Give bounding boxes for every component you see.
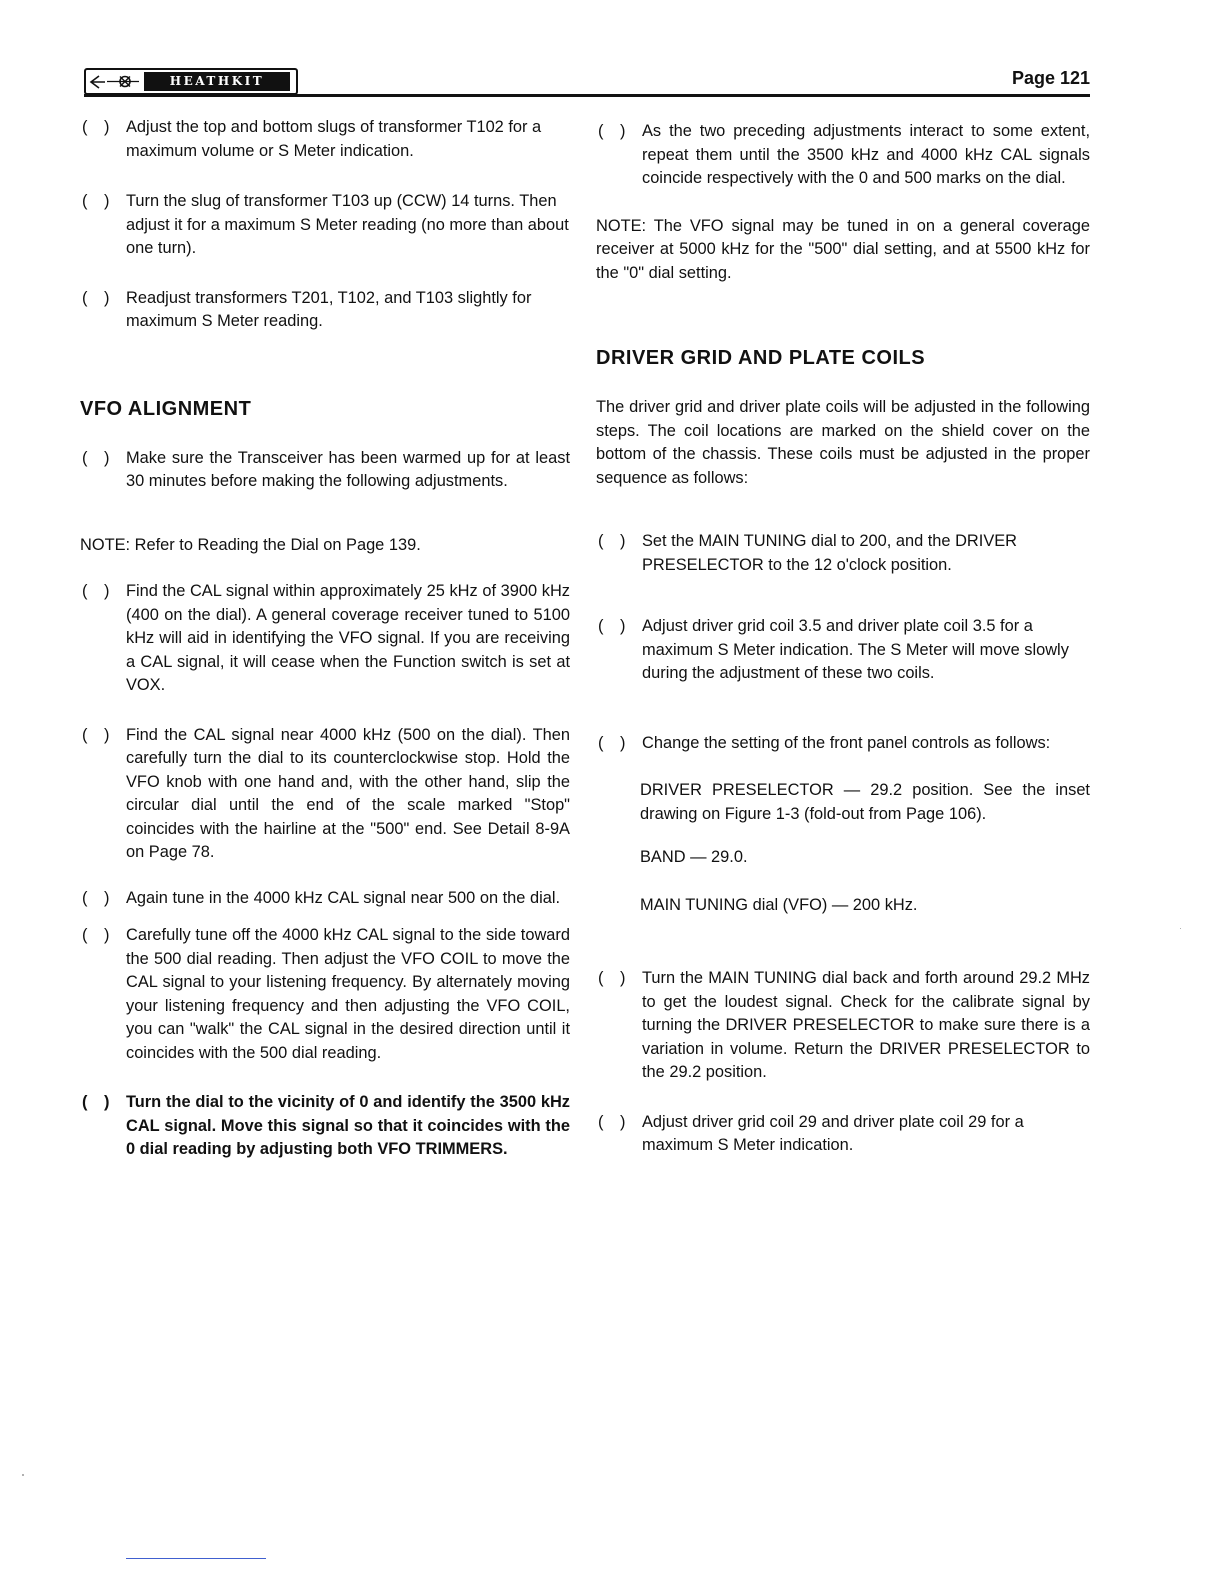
scan-speck <box>22 1474 24 1476</box>
checkbox[interactable]: ( ) <box>598 969 632 987</box>
checklist-step <box>80 924 570 1065</box>
left-column <box>80 112 570 1162</box>
checklist-step <box>596 732 1090 756</box>
footer-line <box>126 1558 266 1559</box>
emblem-icon <box>89 72 141 91</box>
step-text: Carefully tune off the 4000 kHz CAL signal to the side toward the 500 dial reading. Then adjust the VFO COIL to move the CAL signal to your listening frequency. By alternately moving your listening frequency and then adjusting the VFO COIL, you can "walk" the CAL signal in the desired direction until it coincides with the 500 dial reading. <box>126 926 570 1062</box>
checkbox[interactable]: ( ) <box>82 725 116 744</box>
checklist-step <box>596 967 1090 1085</box>
checklist-step <box>80 887 570 911</box>
step-text: Change the setting of the front panel controls as follows: <box>642 733 1051 752</box>
page-number: Page 121 <box>1011 68 1090 88</box>
step-text: Set the MAIN TUNING dial to 200, and the DRIVER PRESELECTOR to the 12 o'clock position. <box>642 532 1018 574</box>
note-text: NOTE: Refer to Reading the Dial on Page 139. <box>80 535 421 554</box>
step-text: Adjust the top and bottom slugs of transformer T102 for a maximum volume or S Meter indication. <box>126 118 542 160</box>
checkbox[interactable]: ( ) <box>82 926 116 944</box>
checklist-step <box>80 724 570 865</box>
checkbox[interactable]: ( ) <box>598 617 632 635</box>
checklist-step <box>80 447 570 494</box>
step-text: Again tune in the 4000 kHz CAL signal near 500 on the dial. <box>126 888 561 907</box>
step-text: Adjust driver grid coil 3.5 and driver plate coil 3.5 for a maximum S Meter indication. The S Meter will move slowly during the adjustment of these two coils. <box>642 617 1069 682</box>
intro-paragraph: The driver grid and driver plate coils will be adjusted in the following steps. The coil locations are marked on the shield cover on the bottom of the chassis. These coils must be adjusted in the proper sequence as follows: <box>596 398 1090 487</box>
brand-name: HEATHKIT <box>144 72 290 91</box>
heathkit-logo <box>84 68 298 95</box>
step-text: Turn the dial to the vicinity of 0 and identify the 3500 kHz CAL signal. Move this signal so that it coincides with the 0 dial reading by adjusting both VFO TRIMMERS. <box>126 1093 570 1158</box>
note-text: NOTE: The VFO signal may be tuned in on a general coverage receiver at 5000 kHz for the "500" dial setting, and at 5500 kHz for the "0" dial setting. <box>596 216 1090 282</box>
setting-line: MAIN TUNING dial (VFO) — 200 kHz. <box>640 895 918 914</box>
checklist-step <box>80 190 570 261</box>
checklist-step <box>596 1111 1090 1158</box>
section-heading-driver: DRIVER GRID AND PLATE COILS <box>596 347 926 369</box>
step-text: Turn the slug of transformer T103 up (CCW) 14 turns. Then adjust it for a maximum S Meter reading (no more than about one turn). <box>126 192 569 257</box>
setting-line: BAND — 29.0. <box>640 848 748 866</box>
checkbox[interactable]: ( ) <box>82 582 116 600</box>
checkbox[interactable]: ( ) <box>82 888 116 907</box>
checkbox[interactable]: ( ) <box>82 448 116 467</box>
header-rule <box>84 94 1090 97</box>
step-text: Find the CAL signal near 4000 kHz (500 on the dial). Then carefully turn the dial to its counterclockwise stop. Hold the VFO knob with one hand and, with the other hand, slip the circular dial until the end of the scale marked "Stop" coincides with the hairline at the "500" end. See Detail 8-9A on Page 78. <box>126 725 570 861</box>
checklist-step <box>596 615 1090 686</box>
step-text: As the two preceding adjustments interact to some extent, repeat them until the 3500 kHz and 4000 kHz CAL signals coincide respectively with the 0 and 500 marks on the dial. <box>642 122 1090 187</box>
page-header <box>84 66 1090 98</box>
checkbox[interactable]: ( ) <box>598 733 632 752</box>
scan-speck <box>1180 928 1181 929</box>
checkbox[interactable]: ( ) <box>82 1093 116 1111</box>
step-text: Readjust transformers T201, T102, and T103 slightly for maximum S Meter reading. <box>126 288 532 330</box>
checklist-step <box>80 580 570 698</box>
checkbox[interactable]: ( ) <box>82 288 116 307</box>
checkbox[interactable]: ( ) <box>82 192 116 210</box>
checkbox[interactable]: ( ) <box>82 118 116 136</box>
checklist-step <box>80 1091 570 1162</box>
step-text: Find the CAL signal within approximately 25 kHz of 3900 kHz (400 on the dial). A general coverage receiver tuned to 5100 kHz will aid in identifying the VFO signal. If you are receiving a CAL signal, it will cease when the Function switch is set at VOX. <box>126 582 570 694</box>
checkbox[interactable]: ( ) <box>598 532 632 550</box>
checklist-step <box>80 116 570 163</box>
checkbox[interactable]: ( ) <box>598 1112 632 1131</box>
checklist-step <box>80 287 570 334</box>
step-text: Adjust driver grid coil 29 and driver plate coil 29 for a maximum S Meter indication. <box>642 1112 1024 1154</box>
checkbox[interactable]: ( ) <box>598 122 632 140</box>
step-text: Make sure the Transceiver has been warmed up for at least 30 minutes before making the following adjustments. <box>126 448 570 490</box>
step-text: Turn the MAIN TUNING dial back and forth around 29.2 MHz to get the loudest signal. Check for the calibrate signal by turning the DRIVER PRESELECTOR to make sure there is a variation in volume. Return the DRIVER PRESELECTOR to the 29.2 position. <box>642 969 1090 1081</box>
section-heading-vfo: VFO ALIGNMENT <box>80 397 252 420</box>
right-column <box>596 112 1090 1158</box>
setting-line: DRIVER PRESELECTOR — 29.2 position. See the inset drawing on Figure 1-3 (fold-out from Page 106). <box>640 781 1090 823</box>
checklist-step <box>596 530 1090 577</box>
checklist-step <box>596 120 1090 191</box>
